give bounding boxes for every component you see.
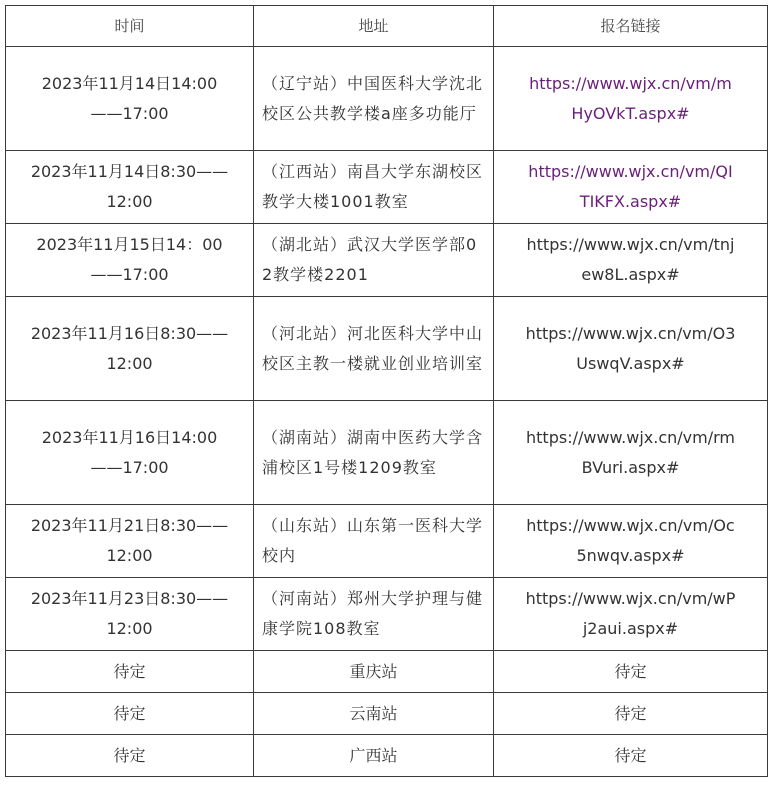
table-row: [6, 297, 768, 401]
registration-link[interactable]: https://www.wjx.cn/vm/QI TIKFX.aspx#: [528, 162, 733, 211]
table-row-tbd: [6, 693, 768, 735]
address-cell: （山东站）山东第一医科大学校内: [254, 505, 494, 578]
link-cell[interactable]: [494, 224, 768, 297]
address-cell: （湖北站）武汉大学医学部02教学楼2201: [254, 224, 494, 297]
table-row: [6, 578, 768, 651]
registration-link[interactable]: https://www.wjx.cn/vm/m HyOVkT.aspx#: [529, 73, 732, 123]
registration-link[interactable]: https://www.wjx.cn/vm/Oc 5nwqv.aspx#: [526, 516, 735, 565]
address-cell: （湖南站）湖南中医药大学含浦校区1号楼1209教室: [254, 401, 494, 505]
time-cell: 待定: [6, 693, 254, 735]
link-cell: 待定: [494, 651, 768, 693]
table-header-row: [6, 6, 768, 47]
time-cell: [6, 401, 254, 505]
table-row-tbd: [6, 735, 768, 777]
header-address: 地址: [254, 6, 494, 47]
time-end: 12:00: [106, 546, 153, 565]
link-cell[interactable]: [494, 578, 768, 651]
link-cell[interactable]: [494, 151, 768, 224]
registration-link[interactable]: https://www.wjx.cn/vm/O3 UswqV.aspx#: [525, 323, 736, 373]
address-cell: （江西站）南昌大学东湖校区教学大楼1001教室: [254, 151, 494, 224]
time-start: 2023年11月16日8:30——: [30, 323, 229, 343]
registration-link[interactable]: https://www.wjx.cn/vm/rm BVuri.aspx#: [526, 427, 735, 477]
link-cell[interactable]: [494, 47, 768, 151]
link-cell: 待定: [494, 693, 768, 735]
time-cell: 待定: [6, 651, 254, 693]
time-cell: 待定: [6, 735, 254, 777]
registration-schedule-table: [5, 5, 768, 777]
registration-link[interactable]: https://www.wjx.cn/vm/wP j2aui.aspx#: [525, 589, 736, 638]
time-end: ——17:00: [90, 457, 169, 477]
time-cell: [6, 224, 254, 297]
table-row: [6, 401, 768, 505]
address-cell: 广西站: [254, 735, 494, 777]
registration-link[interactable]: https://www.wjx.cn/vm/tnj ew8L.aspx#: [526, 235, 735, 284]
time-end: ——17:00: [90, 103, 169, 123]
time-end: 12:00: [106, 353, 153, 373]
header-time: 时间: [6, 6, 254, 47]
time-start: 2023年11月14日14:00: [41, 73, 218, 93]
link-cell[interactable]: [494, 401, 768, 505]
time-start: 2023年11月21日8:30——: [30, 516, 229, 535]
address-cell: 重庆站: [254, 651, 494, 693]
link-cell[interactable]: [494, 505, 768, 578]
time-end: 12:00: [106, 192, 153, 211]
table-row: [6, 505, 768, 578]
link-cell: 待定: [494, 735, 768, 777]
address-cell: （河北站）河北医科大学中山校区主教一楼就业创业培训室: [254, 297, 494, 401]
header-link: 报名链接: [494, 6, 768, 47]
link-cell[interactable]: [494, 297, 768, 401]
address-cell: （河南站）郑州大学护理与健康学院108教室: [254, 578, 494, 651]
time-cell: [6, 578, 254, 651]
time-start: 2023年11月16日14:00: [41, 427, 218, 447]
time-cell: [6, 47, 254, 151]
time-cell: [6, 505, 254, 578]
time-start: 2023年11月23日8:30——: [30, 589, 229, 608]
address-cell: （辽宁站）中国医科大学沈北校区公共教学楼a座多功能厅: [254, 47, 494, 151]
table-row: [6, 47, 768, 151]
time-start: 2023年11月15日14：00: [36, 235, 223, 254]
address-cell: 云南站: [254, 693, 494, 735]
time-cell: [6, 297, 254, 401]
time-end: 12:00: [106, 619, 153, 638]
time-start: 2023年11月14日8:30——: [30, 162, 229, 181]
table-row: [6, 224, 768, 297]
table-row-tbd: [6, 651, 768, 693]
time-end: ——17:00: [90, 265, 169, 284]
table-row: [6, 151, 768, 224]
time-cell: [6, 151, 254, 224]
